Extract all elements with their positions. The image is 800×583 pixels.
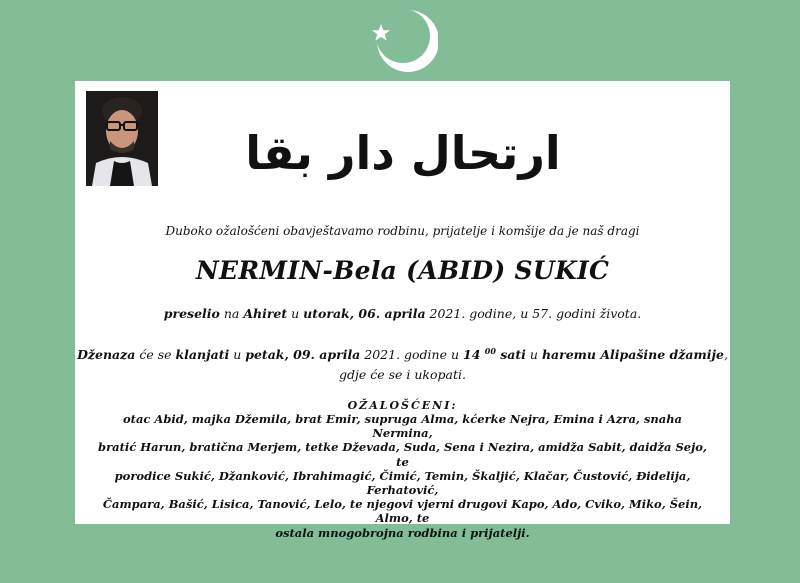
deceased-name: NERMIN-Bela (ABID) SUKIĆ (195, 256, 610, 285)
portrait-photo (86, 91, 158, 186)
passing-place: Ahiret (243, 306, 288, 321)
burial-note: gdje će se i ukopati. (339, 367, 466, 383)
mourners-title: OŽALOŠĆENI: (347, 399, 458, 412)
mourners-line: otac Abid, majka Džemila, brat Emir, supruga Alma, kćerke Nejra, Emina i Azra, snaha Nermina, (122, 412, 683, 441)
intro-text: Duboko ožalošćeni obavještavamo rodbinu, prijatelje i komšije da je naš dragi (165, 224, 640, 238)
mourners-line: Čampara, Bašić, Lisica, Tanović, Lelo, te njegovi vjerni drugovi Kapo, Ado, Cviko, Miko, Šein, Almo, te (102, 497, 703, 526)
crescent-star-icon (368, 8, 438, 74)
passing-date: utorak, 06. aprila (303, 306, 426, 321)
mourners-line: porodice Sukić, Džanković, Ibrahimagić, Čimić, Temin, Škaljić, Klačar, Čustović, Đidelija, Ferhatović, (114, 468, 691, 498)
funeral-time: 14 $^{00}$ sati (463, 346, 526, 363)
funeral-info: Dženaza će se klanjati u petak, 09. aprila 2021. godine u 14 $^{00}$ sati u haremu Alipašine džamije, gdje će se i ukopati. (77, 346, 728, 383)
passing-prefix: preselio (163, 306, 220, 321)
mourners-line: bratić Harun, bratična Merjem, tetke Dževada, Suda, Sena i Nezira, amidža Sabit, daidža Sejo, te (98, 440, 707, 469)
arabic-calligraphy (245, 89, 561, 189)
mourners-list (97, 412, 708, 540)
mourners-line: ostala mnogobrojna rodbina i prijatelji. (275, 525, 530, 540)
obituary-card (75, 81, 730, 540)
funeral-date: petak, 09. aprila (245, 347, 361, 363)
passing-line: preselio na Ahiret u utorak, 06. aprila 2021. godine, u 57. godini života. (163, 306, 642, 321)
funeral-word: Dženaza (77, 347, 136, 363)
svg-text:ارتحال دار بقا: ارتحال دار بقا (245, 126, 561, 180)
funeral-location: haremu Alipašine džamije (541, 347, 724, 363)
